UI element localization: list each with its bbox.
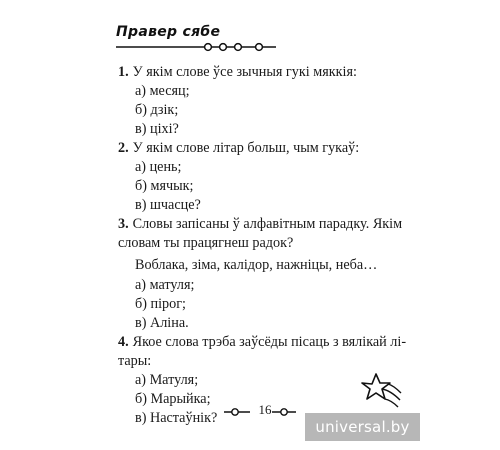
option-2a: а) цень; <box>135 159 182 175</box>
option-4c: в) Настаўнік? <box>135 410 218 426</box>
question-2 <box>118 140 386 156</box>
question-4 <box>118 334 407 350</box>
option-4b: б) Марыйка; <box>135 391 211 407</box>
question-text: У якім слове ўсе зычныя гукі мяккія: <box>132 64 357 80</box>
question-number: 4. <box>118 334 129 350</box>
question-1 <box>118 64 386 80</box>
question-text-line1: Словы запісаны ў алфавітным парадку. Якім <box>132 216 403 232</box>
question-number: 1. <box>118 64 129 80</box>
question-3 <box>118 216 403 232</box>
question-text: У якім слове літар больш, чым гукаў: <box>132 140 360 156</box>
option-1a: а) месяц; <box>135 83 190 99</box>
section-title: Правер сябе <box>116 24 221 40</box>
option-3c: в) Аліна. <box>135 315 189 331</box>
option-3a: а) матуля; <box>135 277 195 293</box>
option-2b: б) мячык; <box>135 178 194 194</box>
question-number: 3. <box>118 216 129 232</box>
watermark: universal.by <box>305 413 420 441</box>
question-text-line1: Якое слова трэба заўсёды пісаць з вялікай лі- <box>132 334 407 350</box>
option-1b: б) дзік; <box>135 102 179 118</box>
question-3-cont: словам ты працягнеш радок? <box>118 235 294 251</box>
option-3b: б) пірог; <box>135 296 186 312</box>
star-icon <box>358 370 404 410</box>
option-4a: а) Матуля; <box>135 372 199 388</box>
section-header <box>116 24 276 52</box>
page-number: 16 <box>258 402 272 417</box>
option-2c: в) шчасце? <box>135 197 201 213</box>
question-4-cont: тары: <box>118 353 152 369</box>
option-1c: в) ціхі? <box>135 121 179 137</box>
word-sequence: Воблака, зіма, калідор, нажніцы, неба… <box>135 257 378 273</box>
question-number: 2. <box>118 140 129 156</box>
header-ornament <box>116 42 276 52</box>
